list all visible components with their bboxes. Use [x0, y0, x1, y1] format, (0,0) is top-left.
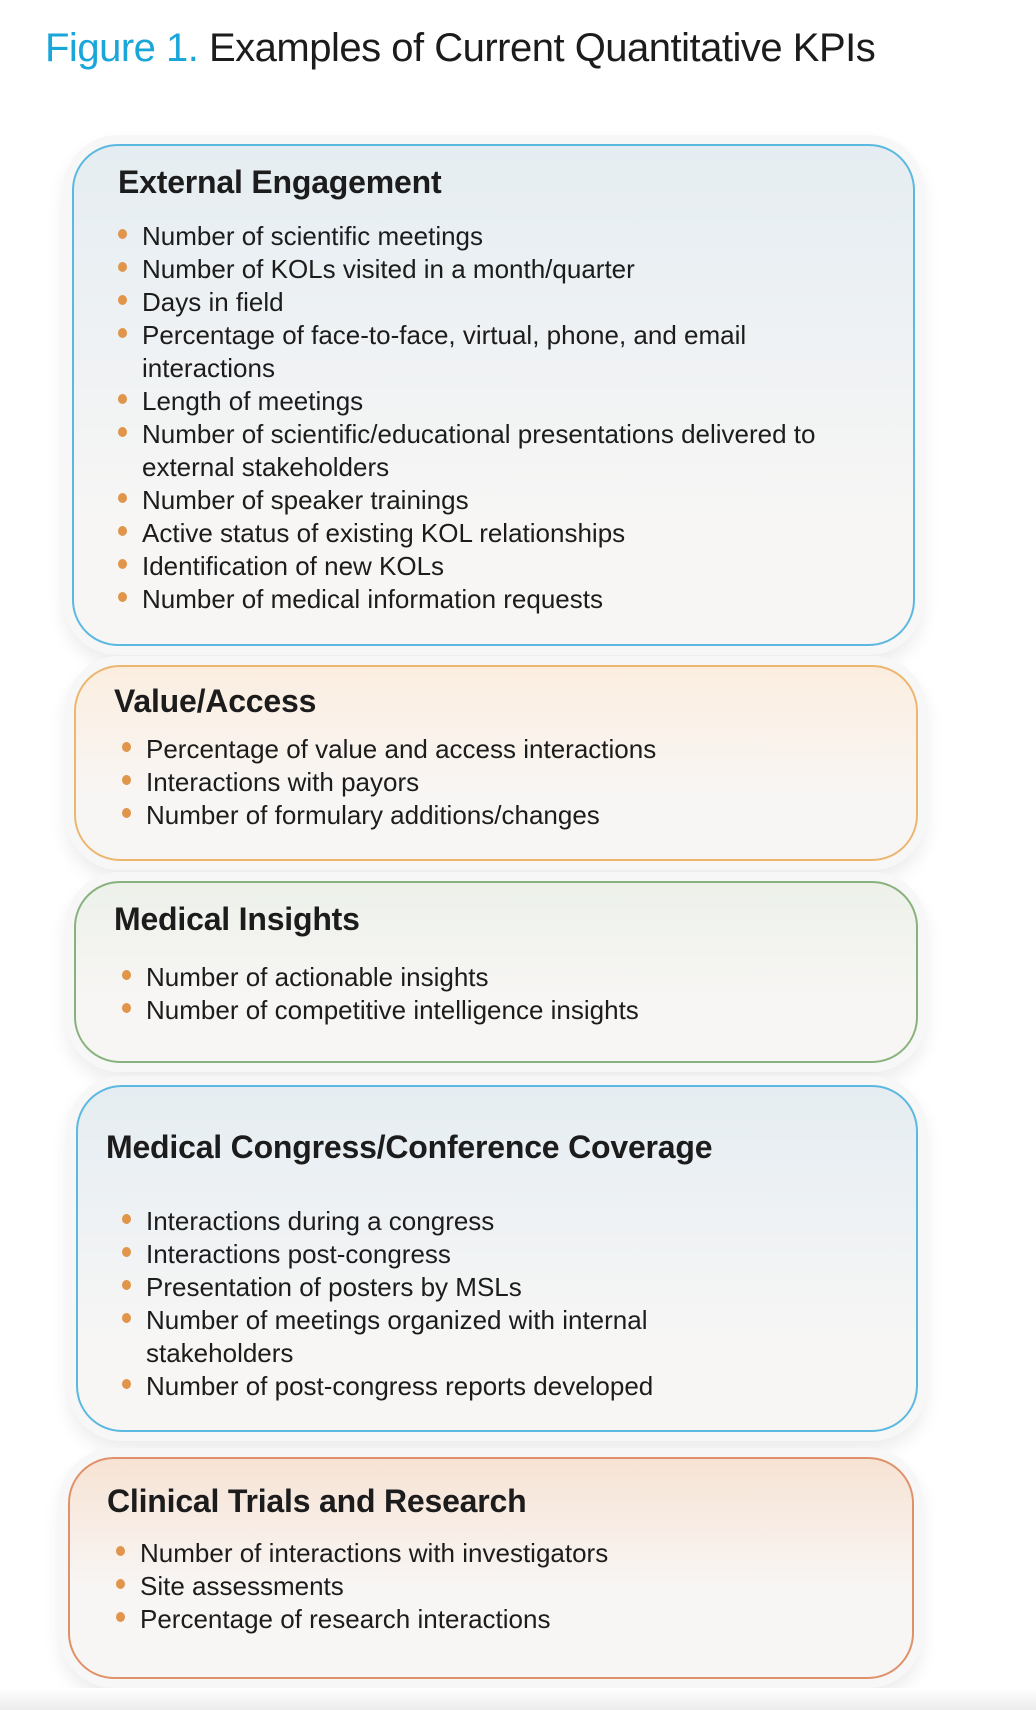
- list-item: Number of competitive intelligence insights: [120, 994, 639, 1027]
- section-heading: External Engagement: [118, 164, 442, 200]
- figure-title: [45, 26, 875, 71]
- section-heading: Medical Insights: [114, 901, 360, 937]
- section-external-engagement: [72, 144, 915, 646]
- list-item: Number of KOLs visited in a month/quarter: [116, 253, 876, 286]
- list-item: Number of actionable insights: [120, 961, 639, 994]
- list-item: Presentation of posters by MSLs: [120, 1271, 820, 1304]
- list-item: Active status of existing KOL relationships: [116, 517, 876, 550]
- list-item: Number of scientific meetings: [116, 220, 876, 253]
- section-medical-insights: [74, 881, 918, 1063]
- list-item: Site assessments: [114, 1570, 608, 1603]
- section-heading: Value/Access: [114, 683, 317, 719]
- list-item: Number of scientific/educational presentations delivered to external stakeholders: [116, 418, 882, 484]
- list-item: Days in field: [116, 286, 876, 319]
- list-item: Interactions with payors: [120, 766, 656, 799]
- list-item: Number of formulary additions/changes: [120, 799, 656, 832]
- list-item: Identification of new KOLs: [116, 550, 876, 583]
- list-item: Length of meetings: [116, 385, 876, 418]
- list-item: Interactions during a congress: [120, 1205, 820, 1238]
- section-medical-congress: [76, 1085, 918, 1432]
- list-item: Percentage of face-to-face, virtual, phone, and email interactions: [116, 319, 802, 385]
- list-item: Interactions post-congress: [120, 1238, 820, 1271]
- list-item: Percentage of value and access interactions: [120, 733, 656, 766]
- kpi-list: [114, 1537, 608, 1636]
- section-heading: Medical Congress/Conference Coverage: [106, 1129, 713, 1165]
- figure-caption: Examples of Current Quantitative KPIs: [208, 26, 876, 70]
- kpi-list: [120, 1205, 820, 1403]
- list-item: Number of post-congress reports developed: [120, 1370, 820, 1403]
- list-item: Number of interactions with investigators: [114, 1537, 608, 1570]
- list-item: Number of speaker trainings: [116, 484, 876, 517]
- section-clinical-trials: [68, 1457, 914, 1679]
- figure-label: Figure 1.: [45, 26, 199, 70]
- kpi-list: [120, 733, 656, 832]
- list-item: Number of medical information requests: [116, 583, 876, 616]
- kpi-list: [120, 961, 639, 1027]
- kpi-list: [116, 220, 876, 616]
- section-value-access: [74, 665, 918, 861]
- section-heading: Clinical Trials and Research: [107, 1483, 527, 1519]
- list-item: Percentage of research interactions: [114, 1603, 608, 1636]
- list-item: Number of meetings organized with internal stakeholders: [120, 1304, 746, 1370]
- bottom-shadow: [0, 1688, 1036, 1710]
